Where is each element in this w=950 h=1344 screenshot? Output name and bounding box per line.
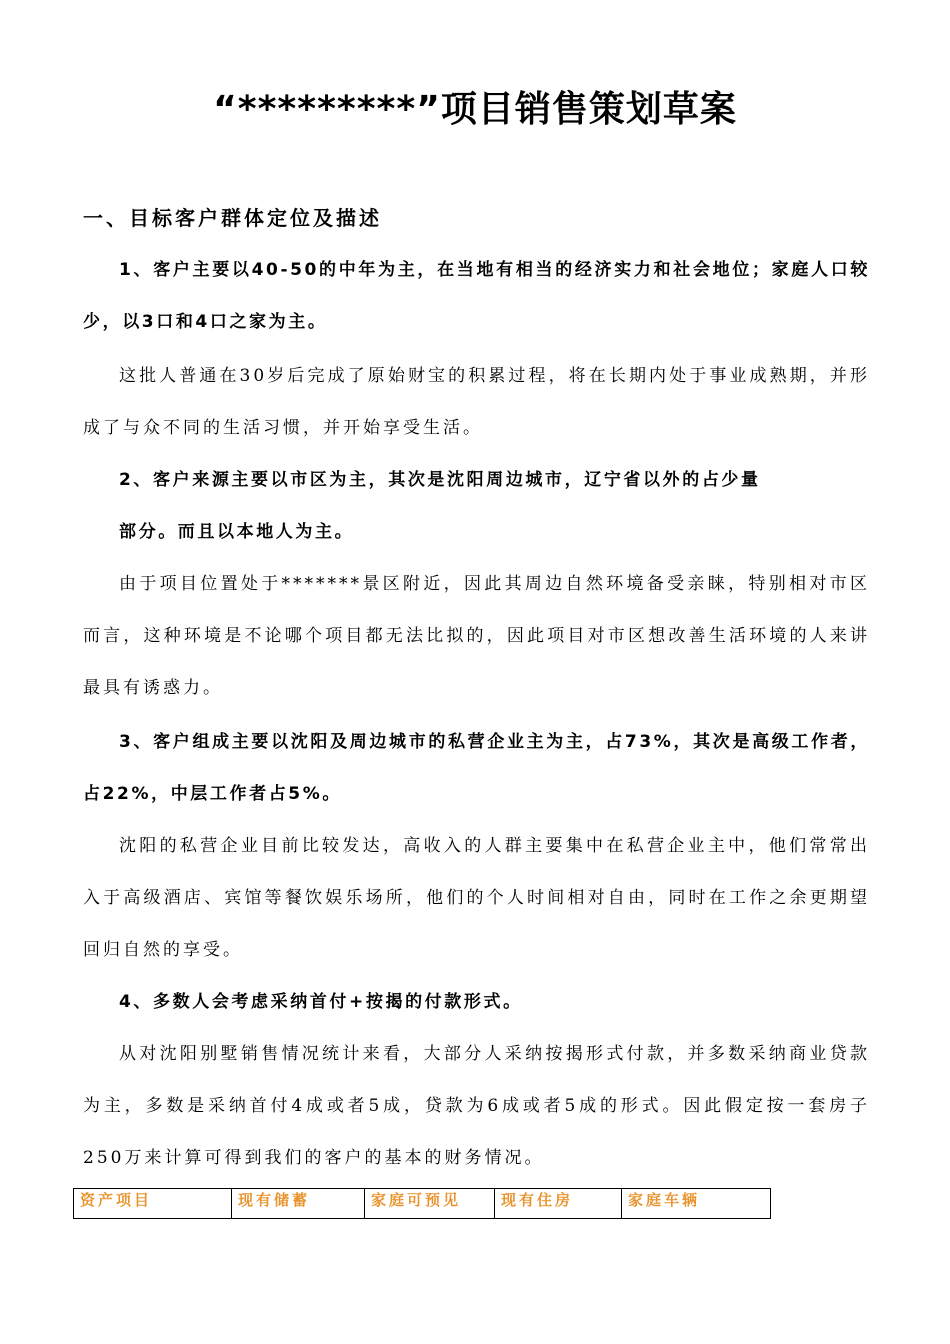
page-title: “*********”项目销售策划草案 bbox=[213, 89, 737, 130]
table-header-cell: 资产项目 bbox=[74, 1189, 232, 1219]
table-header-row bbox=[74, 1189, 771, 1219]
paragraph-sales-stats: 从对沈阳别墅销售情况统计来看，大部分人采纳按揭形式付款，并多数采纳商业贷款为主，多数是采纳首付4成或者5成，贷款为6成或者5成的形式。因此假定按一套房子250万来计算可得到我们的客户的基本的财务情况。 bbox=[83, 1044, 870, 1168]
paragraph-client-source bbox=[83, 454, 870, 558]
client-source-line2: 部分。而且以本地人为主。 bbox=[119, 522, 355, 542]
paragraph-client-composition: 3、客户组成主要以沈阳及周边城市的私营企业主为主，占73%，其次是高级工作者，占22%，中层工作者占5%。 bbox=[83, 732, 870, 804]
table-header-cell: 现有储蓄 bbox=[232, 1189, 365, 1219]
asset-table bbox=[73, 1188, 771, 1219]
paragraph-client-wealth: 这批人普通在30岁后完成了原始财宝的积累过程，将在长期内处于事业成熟期，并形成了与众不同的生活习惯，并开始享受生活。 bbox=[83, 366, 870, 438]
paragraph-client-age: 1、客户主要以40-50的中年为主，在当地有相当的经济实力和社会地位；家庭人口较少，以3口和4口之家为主。 bbox=[83, 260, 870, 332]
table-header-cell: 家庭可预见 bbox=[365, 1189, 495, 1219]
section-heading: 一、目标客户群体定位及描述 bbox=[83, 206, 382, 230]
table-header-cell: 家庭车辆 bbox=[622, 1189, 771, 1219]
paragraph-private-enterprise: 沈阳的私营企业目前比较发达，高收入的人群主要集中在私营企业主中，他们常常出入于高级酒店、宾馆等餐饮娱乐场所，他们的个人时间相对自由，同时在工作之余更期望回归自然的享受。 bbox=[83, 836, 870, 960]
paragraph-payment-method: 4、多数人会考虑采纳首付+按揭的付款形式。 bbox=[119, 992, 523, 1012]
client-source-line1: 2、客户来源主要以市区为主，其次是沈阳周边城市，辽宁省以外的占少量 bbox=[119, 470, 761, 490]
table-header-cell: 现有住房 bbox=[495, 1189, 622, 1219]
paragraph-location: 由于项目位置处于*******景区附近，因此其周边自然环境备受亲睐，特别相对市区而言，这种环境是不论哪个项目都无法比拟的，因此项目对市区想改善生活环境的人来讲最具有诱惑力。 bbox=[83, 574, 870, 698]
